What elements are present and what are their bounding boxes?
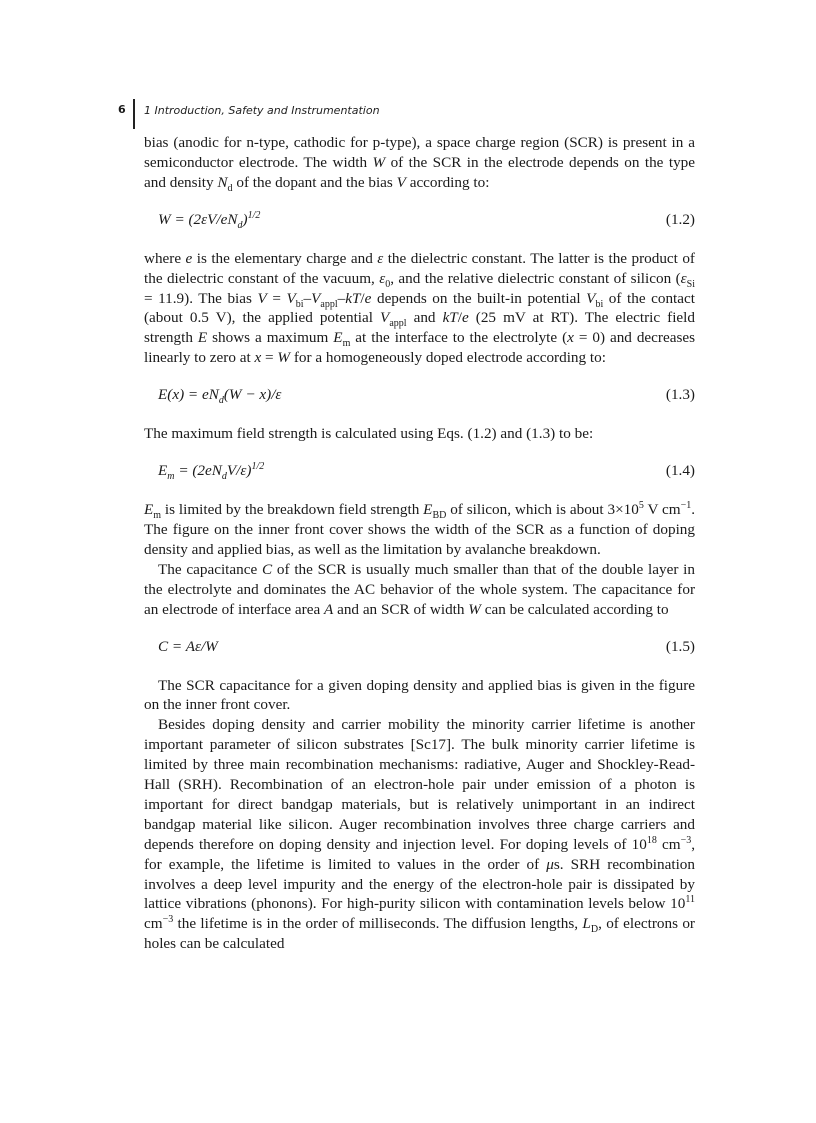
equation-1-2: [144, 210, 695, 230]
equation-text: $E(x) = eN_d(W - x)/\varepsilon$: [158, 386, 282, 407]
running-title: 1 Introduction, Safety and Instrumentation: [144, 104, 380, 117]
paragraph-2: where e is the elementary charge and ε the dielectric constant. The latter is the product of the dielectric constant of the vacuum, $\varepsilon_0$, and the relative dielectric constant of silicon $(\varepsilon_{Si} = 11.9)$. The bias $V = V_{bi}-V_{appl}-kT/e$ depends on the built-in potential $V_{bi}$ of the contact (about 0.5 V), the applied potential $V_{appl}$ and kT/e (25 mV at RT). The electric field strength E shows a maximum $E_m$ at the interface to the electrolyte (x = 0) and decreases linearly to zero at x = W for a homogeneously doped electrode according to:: [144, 249, 696, 367]
paragraph-4: $E_m$ is limited by the breakdown field strength $E_{BD}$ of silicon, which is about $3\times 10^5$ V $cm^{-1}$. The figure on the inner front cover shows the width of the SCR as a function of doping density and applied bias, as well as the limitation by avalanche breakdown.: [144, 500, 695, 558]
equation-number: (1.5): [665, 637, 695, 655]
equation-number: (1.2): [665, 210, 695, 228]
equation-text: $W = (2\varepsilon V/eN_d)^{1/2}$: [158, 209, 261, 231]
paragraph-5: The capacitance C of the SCR is usually much smaller than that of the double layer in the electrolyte and dominates the AC behavior of the whole system. The capacitance for an electrode of interface area A and an SCR of width W can be calculated according to: [144, 560, 695, 618]
equation-number: (1.4): [665, 462, 695, 480]
paragraph-6: The SCR capacitance for a given doping density and applied bias is given in the figure on the inner front cover.: [144, 676, 695, 714]
page-number: 6: [118, 103, 126, 116]
equation-text: C = Aε/W: [158, 637, 218, 655]
paragraph-3: The maximum field strength is calculated using Eqs. (1.2) and (1.3) to be:: [144, 425, 594, 443]
paragraph-1: bias (anodic for n-type, cathodic for p-type), a space charge region (SCR) is present in a semiconductor electrode. The width W of the SCR in the electrode depends on the type and density $N_d$ of the dopant and the bias V according to:: [144, 134, 695, 194]
page-body: [144, 133, 695, 954]
equation-text: $E_m = (2eN_dV/\varepsilon)^{1/2}$: [158, 461, 265, 483]
equation-1-5: [144, 637, 695, 657]
equation-1-4: [144, 461, 695, 481]
paragraph-7: Besides doping density and carrier mobility the minority carrier lifetime is another important parameter of silicon substrates [Sc17]. The bulk minority carrier lifetime is limited by three main recombination mechanisms: radiative, Auger and Shockley-Read-Hall (SRH). Recombination of an electron-hole pair under emission of a photon is important for direct bandgap materials, but is relatively unimportant in an indirect bandgap material like silicon. Auger recombination involves three charge carriers and depends therefore on doping density and injection level. For doping levels of $10^{18}$ $cm^{-3}$, for example, the lifetime is limited to values in the order of μs. SRH recombination involves a deep level impurity and the energy of the electron-hole pair is dissipated by lattice vibrations (phonons). For high-purity silicon with contamination levels below $10^{11}$ $cm^{-3}$ the lifetime is in the order of milliseconds. The diffusion lengths, $L_D$, of electrons or holes can be calculated: [144, 716, 695, 953]
equation-number: (1.3): [665, 386, 695, 404]
header-rule: [133, 99, 135, 129]
equation-1-3: [144, 385, 695, 405]
